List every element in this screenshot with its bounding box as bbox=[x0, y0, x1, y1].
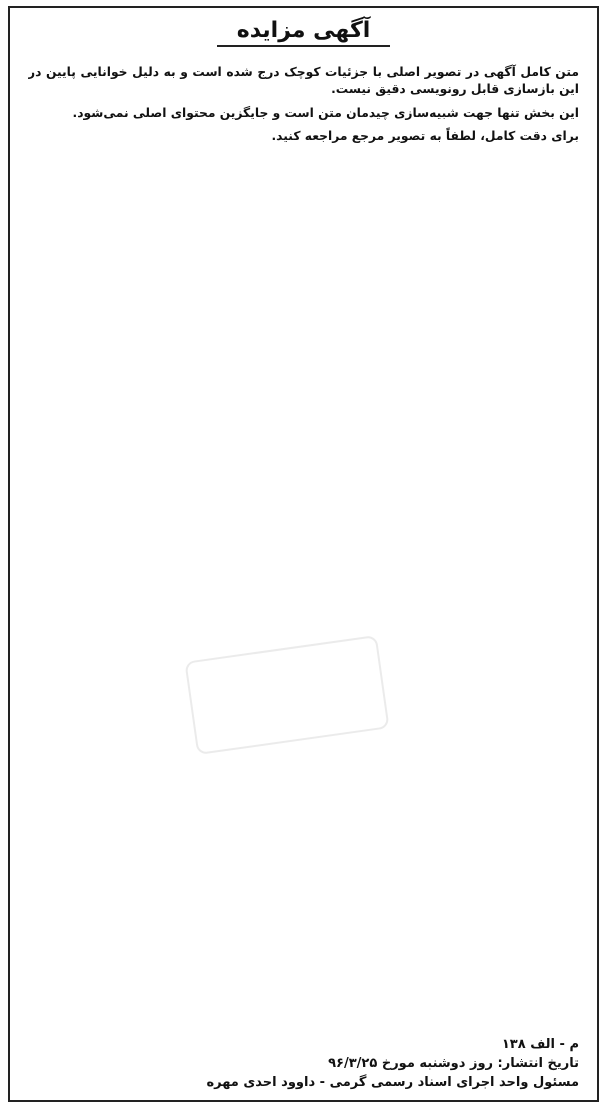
title-wrap bbox=[10, 16, 597, 47]
paragraph-2: این بخش تنها جهت شبیه‌سازی چیدمان متن است و جایگزین محتوای اصلی نمی‌شود. bbox=[72, 105, 579, 120]
notice-footer bbox=[28, 1033, 579, 1090]
notice-body bbox=[28, 64, 579, 1008]
reference-code: م - الف ۱۳۸ bbox=[501, 1037, 579, 1052]
publish-date: تاریخ انتشار: روز دوشنبه مورخ ۹۶/۳/۲۵ bbox=[328, 1056, 579, 1071]
notice-title: آگهی مزایده bbox=[217, 16, 391, 47]
paragraph-1: متن کامل آگهی در تصویر اصلی با جزئیات کوچک درج شده است و به دلیل خوانایی پایین در این بازسازی قابل رونویسی دقیق نیست. bbox=[28, 65, 579, 97]
signature: مسئول واحد اجرای اسناد رسمی گرمی - داوود احدی مهره bbox=[206, 1075, 579, 1090]
auction-notice bbox=[8, 6, 599, 1102]
paragraph-3: برای دقت کامل، لطفاً به تصویر مرجع مراجعه کنید. bbox=[271, 129, 579, 144]
